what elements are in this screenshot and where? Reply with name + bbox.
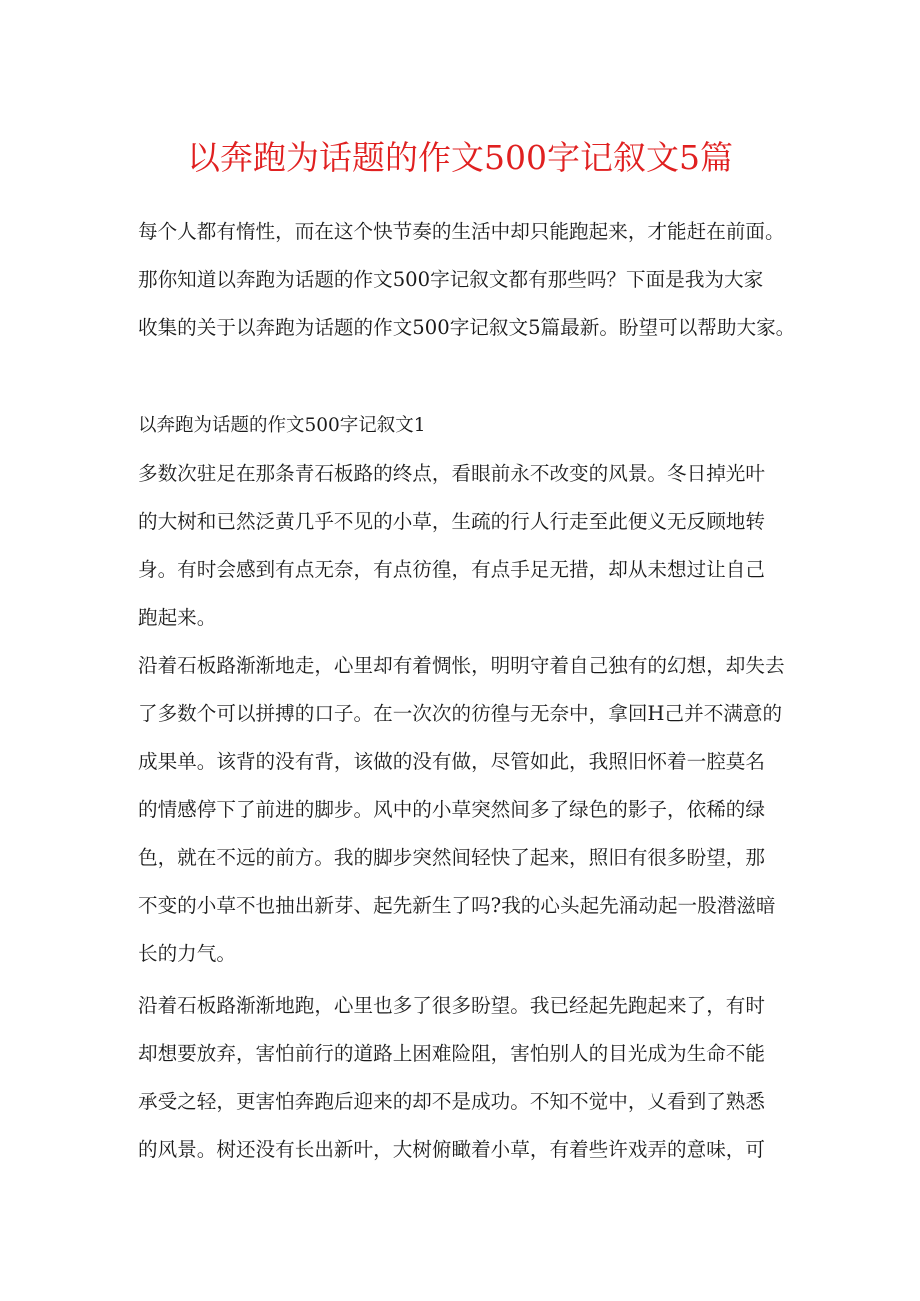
paragraph-line: 却想要放弃，害怕前行的道路上困难险阻，害怕别人的目光成为生命不能 (138, 1042, 765, 1065)
paragraph-line: 承受之轻，更害怕奔跑后迎来的却不是成功。不知不觉中，乂看到了熟悉 (138, 1090, 765, 1113)
intro-line: 每个人都有惰性，而在这个快节奏的生活中却只能跑起来，才能赶在前面。 (138, 220, 785, 243)
paragraph-line: 不变的小草不也抽出新芽、起先新生了吗?我的心头起先涌动起一股潜滋暗 (138, 894, 776, 917)
paragraph-line: 长的力气。 (138, 942, 236, 965)
intro-line: 那你知道以奔跑为话题的作文500字记叙文都有那些吗？下面是我为大家 (138, 268, 764, 291)
essay-paragraph-3 (138, 982, 798, 1174)
paragraph-line: 成果单。该背的没有背，该做的没有做，尽管如此，我照旧怀着一腔莫名 (138, 750, 765, 773)
paragraph-line: 多数次驻足在那条青石板路的终点，看眼前永不改变的风景。冬日掉光叶 (138, 462, 765, 485)
paragraph-line: 沿着石板路渐渐地跑，心里也多了很多盼望。我已经起先跑起来了，有时 (138, 994, 765, 1017)
section-heading: 以奔跑为话题的作文500字记叙文1 (138, 415, 426, 436)
intro-paragraph (138, 208, 798, 352)
paragraph-line: 的情感停下了前进的脚步。风中的小草突然间多了绿色的影子，依稀的绿 (138, 798, 765, 821)
paragraph-line: 色，就在不远的前方。我的脚步突然间轻快了起来，照旧有很多盼望，那 (138, 846, 765, 869)
paragraph-line: 跑起来。 (138, 606, 217, 629)
paragraph-line: 了多数个可以拼搏的口子。在一次次的彷徨与无奈中，拿回H己并不满意的 (138, 702, 783, 725)
essay-paragraph-1 (138, 450, 798, 642)
paragraph-line: 的风景。树还没有长出新叶，大树俯瞰着小草，有着些许戏弄的意味，可 (138, 1138, 765, 1161)
document-title: 以奔跑为话题的作文500字记叙文5篇 (187, 138, 733, 177)
paragraph-line: 沿着石板路渐渐地走，心里却有着惆怅，明明守着自己独有的幻想，却失去 (138, 654, 785, 677)
essay-paragraph-2 (138, 642, 798, 978)
paragraph-line: 的大树和已然泛黄几乎不见的小草，生疏的行人行走至此便义无反顾地转 (138, 510, 765, 533)
intro-line: 收集的关于以奔跑为话题的作文500字记叙文5篇最新。盼望可以帮助大家。 (138, 316, 796, 339)
paragraph-line: 身。有时会感到有点无奈，有点彷徨，有点手足无措，却从未想过让自己 (138, 558, 765, 581)
